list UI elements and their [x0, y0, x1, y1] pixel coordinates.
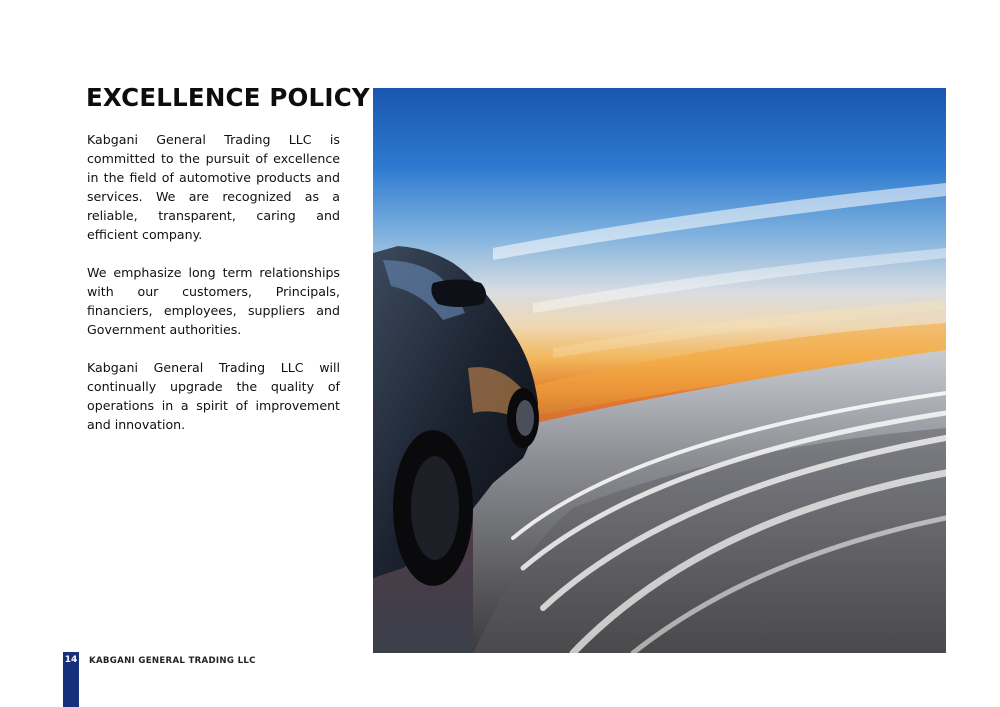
paragraph-commitment: Kabgani General Trading LLC is committed to the pursuit of excellence in the field of automotive products and services. We are recognized as a reliable, transparent, caring and efficient company.	[87, 132, 340, 242]
paragraph-relationships: We emphasize long term relationships with our customers, Principals, financiers, employees, suppliers and Government authorities.	[87, 265, 340, 337]
footer-company-name: KABGANI GENERAL TRADING LLC	[89, 656, 256, 666]
page-number: 14	[64, 655, 78, 665]
body-text	[87, 130, 340, 453]
car-photo	[373, 88, 946, 653]
page-heading: EXCELLENCE POLICY	[86, 83, 370, 112]
paragraph-improvement: Kabgani General Trading LLC will continually upgrade the quality of operations in a spirit of improvement and innovation.	[87, 360, 340, 432]
